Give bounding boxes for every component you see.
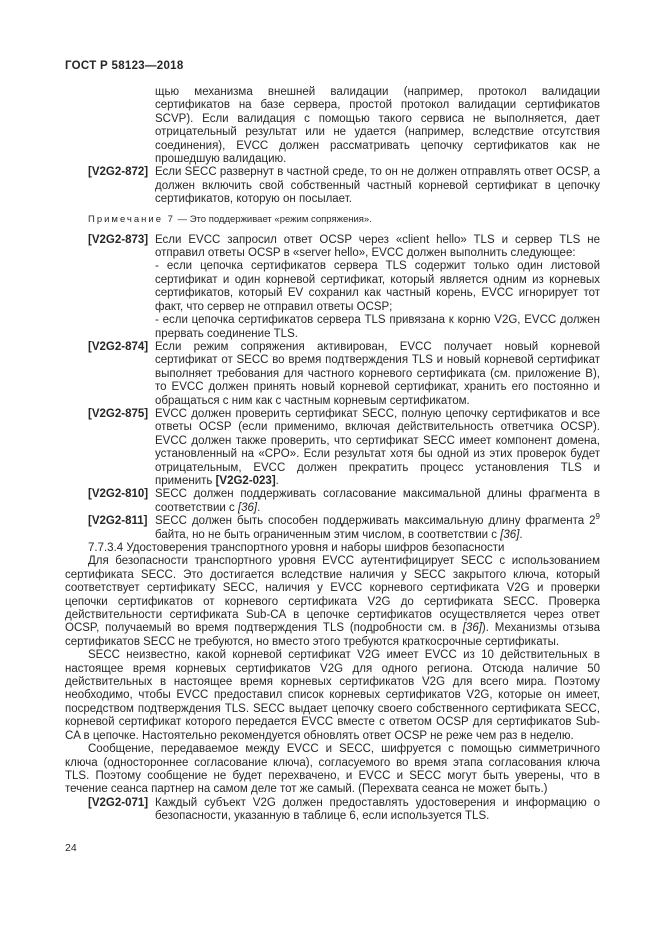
note-7 [65,214,600,226]
superscript-exponent: 9 [595,512,600,522]
requirement-label: [V2G2-071] [88,796,149,809]
paragraph-text-part: ). Механизмы отзыва сертификатов SECC не требуются, но вместо этого требуются краткосрочные сертификаты. [65,622,600,648]
requirement-text [155,408,600,488]
requirement-v2g2-874 [65,341,600,408]
cross-reference: [V2G2-023] [215,474,276,487]
body-paragraph: SECC неизвестно, какой корневой сертификат V2G имеет EVCC из 10 действительных в настоящее время корневых сертификатов V2G для одного региона. Отсюда наличие 50 действительных в настоящее время корневых сертификатов V2G для всего мира. Поэтому необходимо, чтобы EVCC предоставил список корневых сертификатов V2G, которые он имеет, посредством подтверждения TLS. SECC выдает цепочку своего собственного сертификата SECC, корневой сертификат которого передается EVCC вместе с ответом OCSP для сертификатов Sub-CA в цепочке. Настоятельно рекомендуется обновлять ответ OCSP не реже чем раз в неделю. [65,649,600,742]
requirement-label: [V2G2-872] [88,166,149,179]
requirement-label: [V2G2-874] [88,340,149,353]
requirement-v2g2-873 [65,234,600,341]
paragraph-text-part: Для безопасности транспортного уровня EVCC аутентифицирует SECC с использованием сертификата SECC. Это достигается вследствие наличия у SECC закрытого ключа, который соответствует сертификату SECC, наличия у EVCC корневого сертификата V2G и проверки цепочки сертификатов от корневого сертификата V2G до сертификата SECC. Проверка действительности сертификата Sub-CA в цепочке сертификатов осуществляется через ответ OCSP, получаемый во время подтверждения TLS (подробности см. в [65,555,600,635]
requirement-text-part: . [519,528,523,541]
requirement-text-part: SECC должен поддерживать согласование максимальной длины фрагмента в соответствии с [155,488,600,514]
bibliography-reference: [36] [500,528,520,541]
requirement-v2g2-811 [65,512,600,542]
requirement-bullet: - если цепочка сертификатов сервера TLS привязана к корню V2G, EVCC должен прервать соединение TLS. [155,314,600,340]
requirement-label: [V2G2-875] [88,407,149,420]
requirement-label: [V2G2-811] [88,515,148,528]
requirement-v2g2-875 [65,408,600,488]
requirement-label: [V2G2-810] [88,488,149,501]
requirement-text: Каждый субъект V2G должен предоставлять удостоверения и информацию о безопасности, указанную в таблице 6, если используется TLS. [155,796,600,823]
requirement-text [155,488,600,515]
requirement-text-part: байта, но не быть ограниченным этим числом, в соответствии с [155,528,501,541]
requirement-text: Если режим сопряжения активирован, EVCC получает новый корневой сертификат от SECC во время подтверждения TLS и новый корневой сертификат выполняет требования для частного корневого сертификата (см. приложение В), то EVCC должен принять новый корневой сертификат, хранить его постоянно и обращаться с ним как с частным корневым сертификатом. [155,340,600,407]
page-number: 24 [65,842,77,854]
requirement-bullet: - если цепочка сертификатов сервера TLS содержит только один листовой сертификат и один корневой сертификат, который является одним из корневых сертификатов, который EV сохранил как частный корень, EVCC игнорирует тот факт, что сервер не отправил ответы OCSP; [155,260,600,313]
requirement-text-part: . [275,474,279,487]
bibliography-reference: [36] [237,501,258,514]
requirement-text [155,512,600,542]
requirement-text: Если SECC развернут в частной среде, то он не должен отправлять ответ OCSP, а должен включить свой собственный частный корневой сертификат в цепочку сертификатов, которую он посылает. [155,166,600,206]
requirement-text-part: . [257,501,261,514]
note-text: — Это поддерживает «режим сопряжения». [177,213,372,225]
continuation-paragraph: щью механизма внешней валидации (например, протокол валидации сертификатов на базе сервера, простой протокол валидации сертификатов SCVP). Если валидация с помощью такого сервиса не выполняется, дает отрицательный результат или не удается (например, вследствие отсутствия соединения), EVCC должен рассматривать цепочку сертификатов как не прошедшую валидацию. [155,86,600,166]
bibliography-reference: [36] [462,622,482,635]
body-paragraph [65,555,600,649]
requirement-text-part: EVCC должен проверить сертификат SECC, полную цепочку сертификатов и все ответы OCSP (если применимо, включая действительность ответчика OCSP). EVCC должен также проверить, что сертификат SECC имеет компонент домена, установленный на «CPO». Если результат хотя бы одной из этих проверок будет отрицательным, EVCC должен прекратить процесс установления TLS и применить [155,407,600,487]
requirement-v2g2-872 [65,166,600,206]
requirement-v2g2-810 [65,488,600,515]
page-content [65,86,600,824]
requirement-text-part: SECC должен быть способен поддерживать максимальную длину фрагмента 2 [155,515,596,528]
requirement-label: [V2G2-873] [88,233,149,246]
body-paragraph: Сообщение, передаваемое между EVCC и SECC, шифруется с помощью симметричного ключа (одностороннее согласование ключа), согласуемого во время этапа согласования ключа TLS. Поэтому сообщение не будет перехвачено, и EVCC и SECC могут быть уверены, что в течение сеанса партнер на самом деле тот же самый. (Перехвата сеанса не может быть.) [65,743,600,796]
section-heading-7-7-3-4: 7.7.3.4 Удостоверения транспортного уровня и наборы шифров безопасности [88,542,505,554]
note-label: Примечание 7 [88,213,175,225]
doc-number: ГОСТ Р 58123—2018 [65,60,184,72]
requirement-intro: Если EVCC запросил ответ OCSP через «client hello» TLS и сервер TLS не отправил ответы OCSP в «server hello», EVCC должен выполнить следующее: [155,233,600,260]
requirement-v2g2-071 [65,797,600,824]
requirement-text [155,234,600,341]
